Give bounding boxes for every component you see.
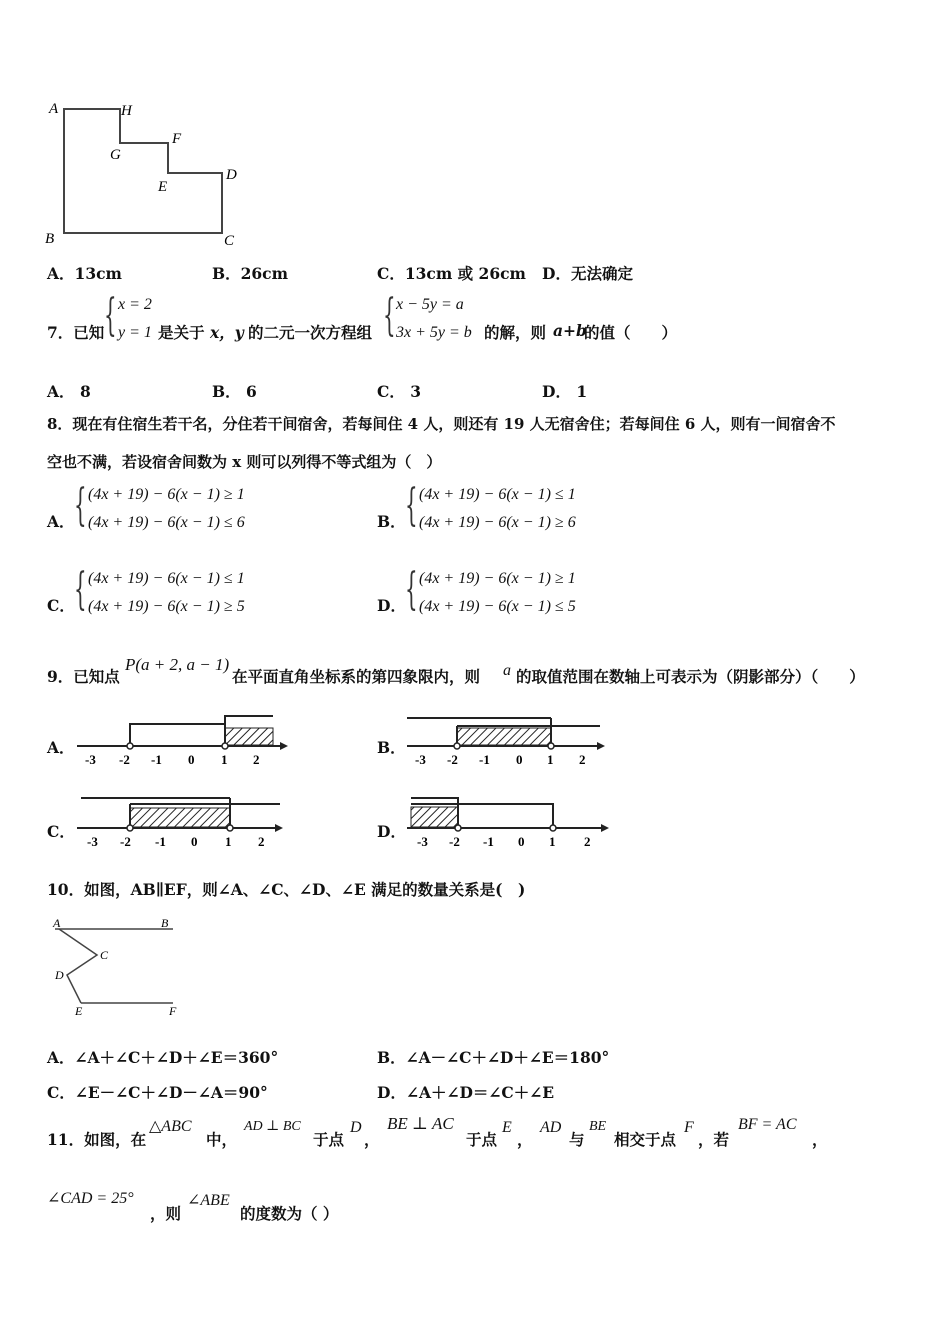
q6-option-d[interactable]: D．无法确定	[542, 264, 633, 283]
q11-be: BE	[589, 1119, 607, 1134]
q11-comma: ，	[364, 1130, 380, 1149]
label-B: B	[45, 231, 55, 247]
q11-be-perp-ac: BE ⊥ AC	[387, 1114, 454, 1133]
q8-option-d-brace: {	[405, 564, 418, 615]
q7-sys2-line1: x − 5y = a	[396, 296, 464, 313]
open-point-1	[222, 743, 228, 749]
q11-t5: 相交于点	[614, 1130, 677, 1149]
label-C: C	[224, 233, 235, 249]
q11-point-f: F	[684, 1119, 694, 1136]
q11-triangle: △ABC	[149, 1118, 192, 1135]
q9-text-mid: 在平面直角坐标系的第四象限内，则	[232, 667, 481, 686]
label-A: A	[49, 101, 59, 117]
tick-label: 2	[579, 752, 586, 767]
tick-label: -3	[85, 752, 96, 767]
label-B: B	[161, 916, 169, 930]
q11-point-e: E	[502, 1119, 512, 1136]
q9-number: 9．已知点	[47, 667, 120, 686]
shaded-region	[457, 728, 551, 745]
q11-t1: 中，	[206, 1130, 238, 1149]
tick-label: 1	[225, 834, 232, 849]
q6-option-b[interactable]: B．26cm	[212, 264, 289, 283]
q8-option-b-line2: (4x + 19) − 6(x − 1) ≥ 6	[419, 514, 576, 531]
q8-stem-line2: 空也不满，若设宿舍间数为 x 则可以列得不等式组为（ ）	[47, 453, 442, 471]
q11-ad: AD	[540, 1119, 562, 1136]
q7-text-tail2: 的值（ ）	[584, 323, 678, 342]
q7-sys1-line2: y = 1	[118, 324, 152, 341]
q11-t6: ，若	[698, 1130, 730, 1149]
q9-text-tail: 的取值范围在数轴上可表示为（阴影部分）（ ）	[516, 667, 865, 686]
q8-option-c-key[interactable]: C．	[47, 596, 75, 615]
q10-option-c[interactable]: C．∠E－∠C＋∠D－∠A＝90°	[47, 1083, 268, 1102]
open-point-neg2	[127, 743, 133, 749]
figure-outline	[64, 109, 222, 233]
q11-t2: 于点	[313, 1130, 345, 1149]
q10-figure	[45, 915, 195, 1023]
label-H: H	[121, 103, 132, 119]
open-point-1	[548, 743, 554, 749]
label-F: F	[172, 131, 182, 147]
q8-option-a-brace: {	[74, 480, 87, 531]
open-point-neg2	[454, 743, 460, 749]
open-point-neg2	[127, 825, 133, 831]
tick-label: -1	[155, 834, 166, 849]
q8-option-b-key[interactable]: B．	[377, 512, 406, 531]
q11-t7: ，则	[150, 1204, 182, 1223]
q9-option-a-key[interactable]: A．	[47, 738, 75, 757]
tick-label: -2	[449, 834, 460, 849]
tick-label: -2	[447, 752, 458, 767]
label-A: A	[53, 916, 61, 930]
open-point-1	[227, 825, 233, 831]
q8-option-c-line2: (4x + 19) − 6(x − 1) ≥ 5	[88, 598, 245, 615]
label-D: D	[226, 167, 237, 183]
q10-stem: 10．如图，AB∥EF，则∠A、∠C、∠D、∠E 满足的数量关系是( )	[47, 880, 526, 899]
q8-option-c-line1: (4x + 19) − 6(x − 1) ≤ 1	[88, 570, 245, 587]
tick-label: -3	[87, 834, 98, 849]
range-bar-1	[130, 724, 225, 746]
q7-sys2-line2: 3x + 5y = b	[396, 324, 472, 341]
axis-arrow	[597, 742, 605, 750]
q6-option-c[interactable]: C．13cm 或 26cm	[377, 264, 526, 283]
q11-comma3: ，	[812, 1130, 828, 1149]
q7-brace-1: {	[104, 290, 117, 341]
label-F: F	[169, 1004, 177, 1018]
q10-option-a[interactable]: A．∠A＋∠C＋∠D＋∠E＝360°	[47, 1048, 279, 1067]
tick-label: 1	[549, 834, 556, 849]
q8-option-c-brace: {	[74, 564, 87, 615]
tick-label: 1	[221, 752, 228, 767]
q11-angle-abe: ∠ABE	[187, 1192, 230, 1209]
q11-t8: 的度数为（ ）	[240, 1204, 339, 1223]
q8-option-d-key[interactable]: D．	[377, 596, 406, 615]
q11-point-d: D	[350, 1119, 362, 1136]
label-E: E	[158, 179, 168, 195]
tick-label: -2	[120, 834, 131, 849]
tick-label: 2	[584, 834, 591, 849]
q9-point: P(a + 2, a − 1)	[125, 655, 230, 674]
q9-number-line-b[interactable]	[405, 708, 615, 768]
q7-expr: a+b	[553, 321, 587, 340]
axis-arrow	[601, 824, 609, 832]
q11-t3: 于点	[466, 1130, 498, 1149]
q8-option-b-line1: (4x + 19) − 6(x − 1) ≤ 1	[419, 486, 576, 503]
q11-bf-eq-ac: BF = AC	[738, 1116, 797, 1133]
tick-label: -3	[417, 834, 428, 849]
q8-option-d-line1: (4x + 19) − 6(x − 1) ≥ 1	[419, 570, 576, 587]
axis-arrow	[280, 742, 288, 750]
q11-ad-perp-bc: AD ⊥ BC	[244, 1119, 301, 1134]
q11-angle-cad: ∠CAD = 25°	[47, 1190, 134, 1207]
tick-label: -3	[415, 752, 426, 767]
q9-option-c-key[interactable]: C．	[47, 822, 75, 841]
open-point-neg2	[455, 825, 461, 831]
zigzag-ACDE	[59, 929, 97, 1003]
shaded-region	[225, 728, 273, 745]
tick-label: 2	[253, 752, 260, 767]
q10-option-b[interactable]: B．∠A－∠C＋∠D＋∠E＝180°	[377, 1048, 610, 1067]
q9-number-line-a[interactable]	[75, 708, 290, 768]
shaded-region	[130, 808, 230, 827]
q11-t4: 与	[569, 1130, 585, 1149]
tick-label: -1	[483, 834, 494, 849]
q8-option-b-brace: {	[405, 480, 418, 531]
q7-text-mid2: 的二元一次方程组	[248, 323, 373, 342]
q7-option-a[interactable]: A． 8	[47, 382, 91, 401]
q7-option-d[interactable]: D． 1	[542, 382, 588, 401]
q11-number: 11．如图，在	[47, 1130, 147, 1149]
q9-option-b-key[interactable]: B．	[377, 738, 406, 757]
tick-label: 0	[188, 752, 195, 767]
axis-arrow	[275, 824, 283, 832]
open-point-1	[550, 825, 556, 831]
q11-comma2: ，	[517, 1130, 533, 1149]
q7-brace-2: {	[383, 290, 396, 341]
q8-option-d-line2: (4x + 19) − 6(x − 1) ≤ 5	[419, 598, 576, 615]
label-G: G	[110, 147, 121, 163]
label-E: E	[75, 1004, 83, 1018]
tick-label: -2	[119, 752, 130, 767]
q7-text-mid: 是关于	[158, 323, 205, 342]
q9-option-d-key[interactable]: D．	[377, 822, 406, 841]
tick-label: -1	[479, 752, 490, 767]
q7-sys1-line1: x = 2	[118, 296, 152, 313]
tick-label: 1	[547, 752, 554, 767]
q8-option-a-key[interactable]: A．	[47, 512, 75, 531]
tick-label: -1	[151, 752, 162, 767]
q7-text-tail: 的解，则	[484, 323, 547, 342]
label-D: D	[55, 968, 64, 982]
q9-number-line-c[interactable]	[75, 790, 290, 850]
tick-label: 0	[518, 834, 525, 849]
q7-option-c[interactable]: C． 3	[377, 382, 422, 401]
q10-option-d[interactable]: D．∠A＋∠D＝∠C＋∠E	[377, 1083, 555, 1102]
q9-var-a: a	[503, 662, 511, 679]
q7-number: 7．已知	[47, 323, 105, 342]
q7-vars: x，y	[210, 323, 244, 342]
shaded-region	[411, 807, 458, 827]
q8-option-a-line2: (4x + 19) − 6(x − 1) ≤ 6	[88, 514, 245, 531]
tick-label: 2	[258, 834, 265, 849]
q9-number-line-d[interactable]	[405, 790, 615, 850]
q8-stem-line1: 8．现在有住宿生若干名，分住若干间宿舍，若每间住 4 人，则还有 19 人无宿舍住；若每间住 6 人，则有一间宿舍不	[47, 415, 836, 433]
tick-label: 0	[191, 834, 198, 849]
staircase-figure	[40, 95, 250, 250]
q8-option-a-line1: (4x + 19) − 6(x − 1) ≥ 1	[88, 486, 245, 503]
tick-label: 0	[516, 752, 523, 767]
q7-option-b[interactable]: B． 6	[212, 382, 257, 401]
q6-option-a[interactable]: A．13cm	[47, 264, 122, 283]
label-C: C	[100, 948, 109, 962]
